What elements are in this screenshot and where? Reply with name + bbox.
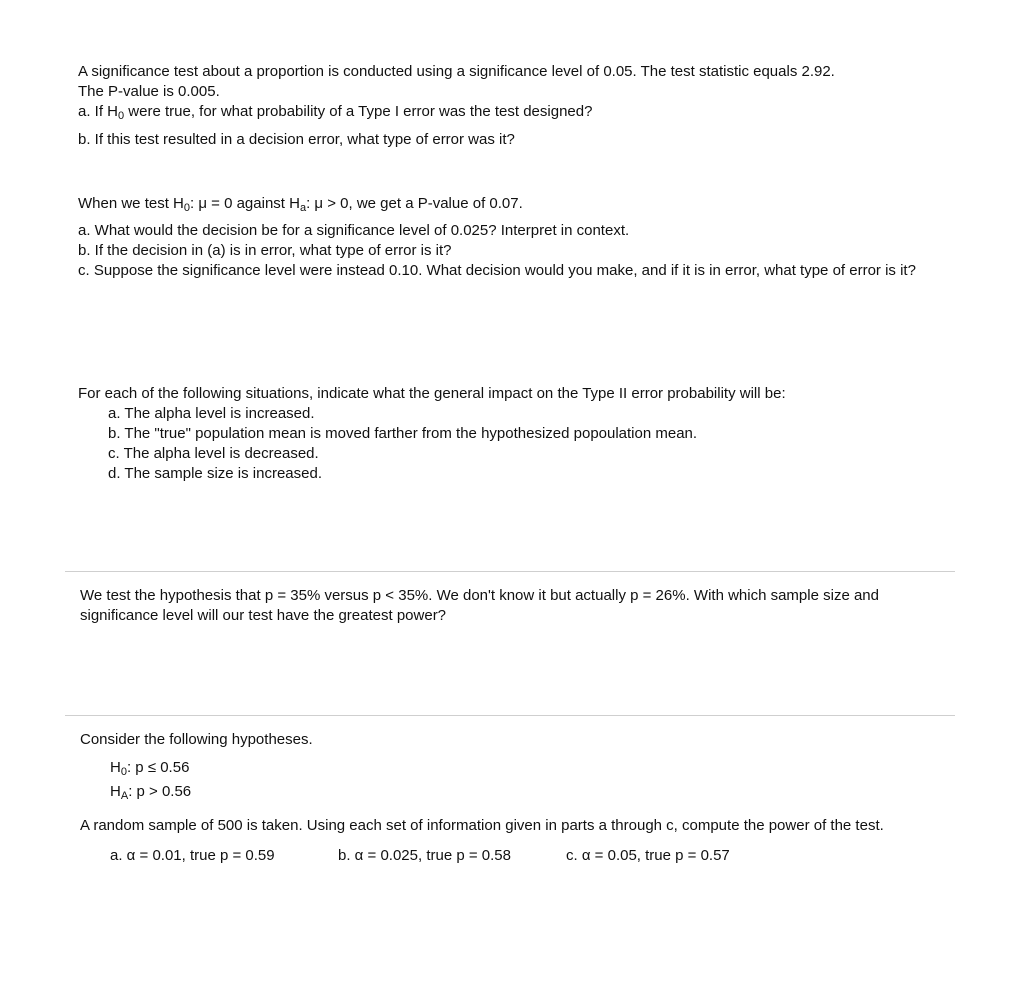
q1-part-a — [78, 102, 958, 122]
question-5 — [80, 730, 960, 866]
q2-part-b: b. If the decision in (a) is in error, what type of error is it? — [78, 242, 452, 259]
q2-intro — [78, 194, 958, 214]
question-4 — [80, 586, 960, 626]
q2-intro-pre: When we test H — [78, 195, 184, 212]
q1-line-1: A significance test about a proportion is conducted using a significance level of 0.05. The test statistic equals 2.92. — [78, 63, 835, 80]
q2-intro-sub-2: a — [299, 202, 307, 214]
q2-intro-post: : μ > 0, we get a P-value of 0.07. — [306, 195, 523, 212]
q5-part-b: b. α = 0.025, true p = 0.58 — [338, 847, 511, 864]
q1-part-b: b. If this test resulted in a decision error, what type of error was it? — [78, 131, 515, 148]
q1-line-2: The P-value is 0.005. — [78, 83, 220, 100]
q5-h0-pre: H — [110, 759, 121, 776]
q3-part-b: b. The "true" population mean is moved farther from the hypothesized popoulation mean. — [108, 425, 698, 442]
question-3 — [78, 384, 958, 484]
q3-intro: For each of the following situations, indicate what the general impact on the Type II error probability will be: — [78, 385, 786, 402]
q5-parts — [80, 846, 960, 866]
q4-text: We test the hypothesis that p = 35% versus p < 35%. We don't know it but actually p = 26%. With which sample size and significance level will our test have the greatest power? — [80, 587, 879, 624]
q5-ha-post: : p > 0.56 — [128, 783, 192, 800]
q5-ha — [80, 782, 960, 802]
q5-h0-sub: 0 — [120, 766, 127, 778]
q5-h0-post: : p ≤ 0.56 — [126, 759, 190, 776]
divider-2 — [65, 715, 955, 716]
q1-part-a-pre: a. If H — [78, 103, 119, 120]
q2-part-a: a. What would the decision be for a significance level of 0.025? Interpret in context. — [78, 222, 630, 239]
q5-part-c: c. α = 0.05, true p = 0.57 — [566, 847, 730, 864]
q5-ha-pre: H — [110, 783, 121, 800]
q2-part-c: c. Suppose the significance level were instead 0.10. What decision would you make, and if it is in error, what type of error is it? — [78, 262, 916, 279]
q5-ha-sub: A — [120, 790, 129, 802]
divider-1 — [65, 571, 955, 572]
q5-body: A random sample of 500 is taken. Using each set of information given in parts a through c, compute the power of the test. — [80, 817, 884, 834]
q5-part-a: a. α = 0.01, true p = 0.59 — [110, 847, 275, 864]
q5-intro: Consider the following hypotheses. — [80, 731, 313, 748]
q5-h0 — [80, 758, 960, 778]
q1-part-a-sub: 0 — [118, 110, 125, 122]
question-2 — [78, 194, 958, 281]
question-1 — [78, 62, 958, 150]
q2-intro-mid: : μ = 0 against H — [190, 195, 300, 212]
q3-part-c: c. The alpha level is decreased. — [108, 445, 319, 462]
q3-part-a: a. The alpha level is increased. — [108, 405, 315, 422]
q2-intro-sub-1: 0 — [183, 202, 190, 214]
q3-part-d: d. The sample size is increased. — [108, 465, 322, 482]
q1-part-a-post: were true, for what probability of a Type I error was the test designed? — [124, 103, 593, 120]
